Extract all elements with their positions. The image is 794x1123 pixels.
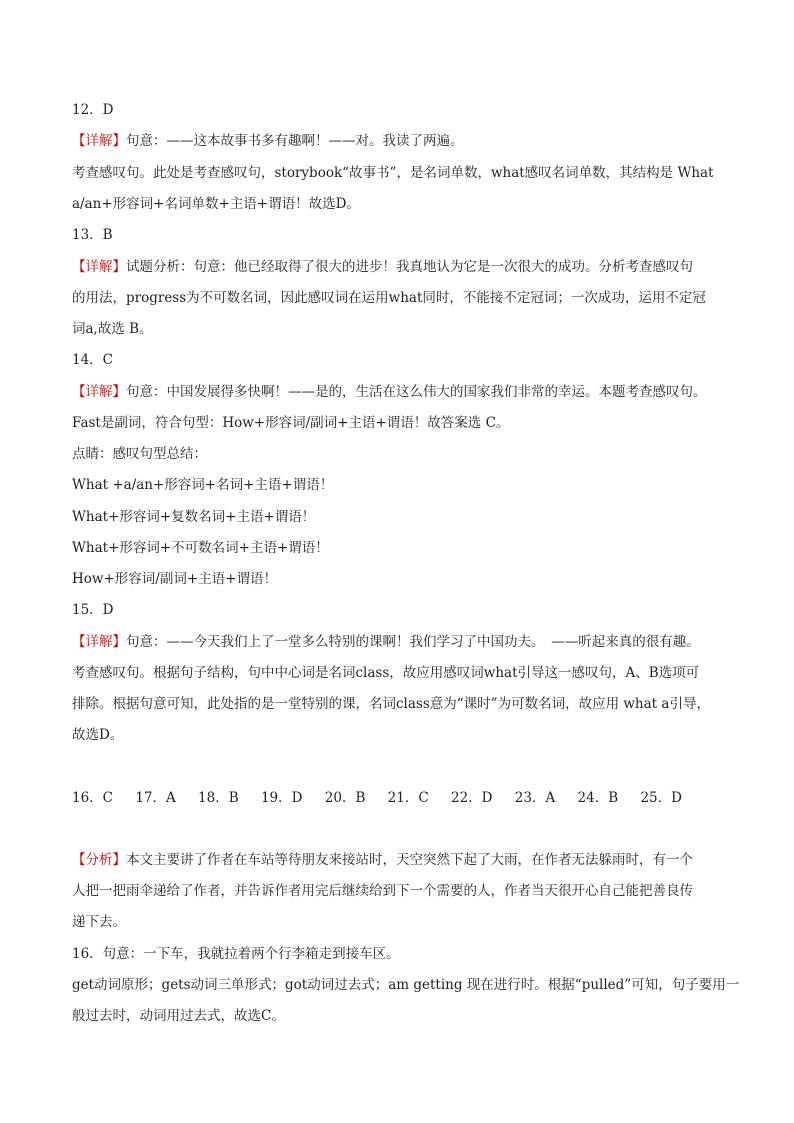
q15-text-2: 考查感叹句。根据句子结构，句中中心词是名词class，故应用感叹词what引导这一感叹句，A、B选项可: [72, 665, 700, 681]
analysis-text-3: 递下去。: [72, 914, 126, 930]
q13-number: 13．B: [72, 227, 113, 243]
analysis-line: [72, 851, 693, 869]
q15-number: 15．D: [72, 602, 114, 618]
q16-text-1: 16．句意：一下车，我就拉着两个行李箱走到接车区。: [72, 946, 400, 962]
answer-16: 16．C: [72, 790, 114, 806]
answer-24: 24．B: [577, 790, 619, 806]
analysis-text-2: 人把一把雨伞递给了作者，并告诉作者用完后继续给到下一个需要的人，作者当天很开心自己能把善良传: [72, 883, 693, 899]
answer-key-row: [72, 789, 682, 807]
answer-20: 20．B: [324, 790, 366, 806]
q14-text-4: What +a/an+形容词+名词+主语+谓语！: [72, 477, 334, 493]
q14-number: 14．C: [72, 352, 114, 368]
q12-text-3: a/an+形容词+名词单数+主语+谓语！故选D。: [72, 196, 360, 212]
q13-text-2: 的用法，progress为不可数名词，因此感叹词在运用what同时，不能接不定冠词；一次成功，运用不定冠: [72, 290, 706, 306]
q15-text-1: 句意：——今天我们上了一堂多么特别的课啊！我们学习了中国功夫。 ——听起来真的很有趣。: [126, 634, 700, 650]
q14-text-2: Fast是副词，符合句型：How+形容词/副词+主语+谓语！故答案选 C。: [72, 415, 510, 431]
detail-tag: 【详解】: [72, 259, 126, 275]
answer-21: 21．C: [387, 790, 429, 806]
q12-number: 12．D: [72, 102, 114, 118]
q15-detail-line: [72, 633, 700, 651]
answer-19: 19．D: [260, 790, 303, 806]
q13-detail-line: [72, 258, 693, 276]
q14-text-6: What+形容词+不可数名词+主语+谓语！: [72, 540, 329, 556]
q12-detail-line: [72, 132, 464, 150]
detail-tag: 【详解】: [72, 133, 126, 149]
answer-22: 22．D: [450, 790, 493, 806]
q15-text-3: 排除。根据句意可知，此处指的是一堂特别的课，名词class意为“课时”为可数名词，故应用 what a引导，: [72, 696, 710, 712]
q16-text-2: get动词原形；gets动词三单形式；got动词过去式；am getting 现在进行时。根据“pulled”可知，句子要用一: [72, 977, 740, 993]
q14-text-7: How+形容词/副词+主语+谓语！: [72, 571, 277, 587]
detail-tag: 【详解】: [72, 384, 126, 400]
answer-25: 25．D: [640, 790, 682, 806]
q12-text-2: 考查感叹句。此处是考查感叹句，storybook“故事书”，是名词单数，what感叹名词单数，其结构是 What: [72, 165, 714, 181]
analysis-tag: 【分析】: [72, 852, 126, 868]
q15-text-4: 故选D。: [72, 727, 124, 743]
q14-text-3: 点睛：感叹句型总结：: [72, 446, 207, 462]
answer-23: 23．A: [514, 790, 556, 806]
detail-tag: 【详解】: [72, 634, 126, 650]
q16-text-3: 般过去时，动词用过去式，故选C。: [72, 1008, 285, 1024]
q14-text-1: 句意：中国发展得多快啊！——是的，生活在这么伟大的国家我们非常的幸运。本题考查感叹句。: [126, 384, 707, 400]
q14-detail-line: [72, 383, 707, 401]
analysis-text-1: 本文主要讲了作者在车站等待朋友来接站时，天空突然下起了大雨，在作者无法躲雨时，有一个: [126, 852, 693, 868]
q14-text-5: What+形容词+复数名词+主语+谓语！: [72, 509, 316, 525]
q13-text-1: 试题分析：句意：他已经取得了很大的进步！我真地认为它是一次很大的成功。分析考查感叹句: [126, 259, 693, 275]
q12-text-1: 句意：——这本故事书多有趣啊！——对。我读了两遍。: [126, 133, 464, 149]
q13-text-3: 词a,故选 B。: [72, 321, 153, 337]
answer-17: 17．A: [135, 790, 176, 806]
answer-18: 18．B: [198, 790, 239, 806]
